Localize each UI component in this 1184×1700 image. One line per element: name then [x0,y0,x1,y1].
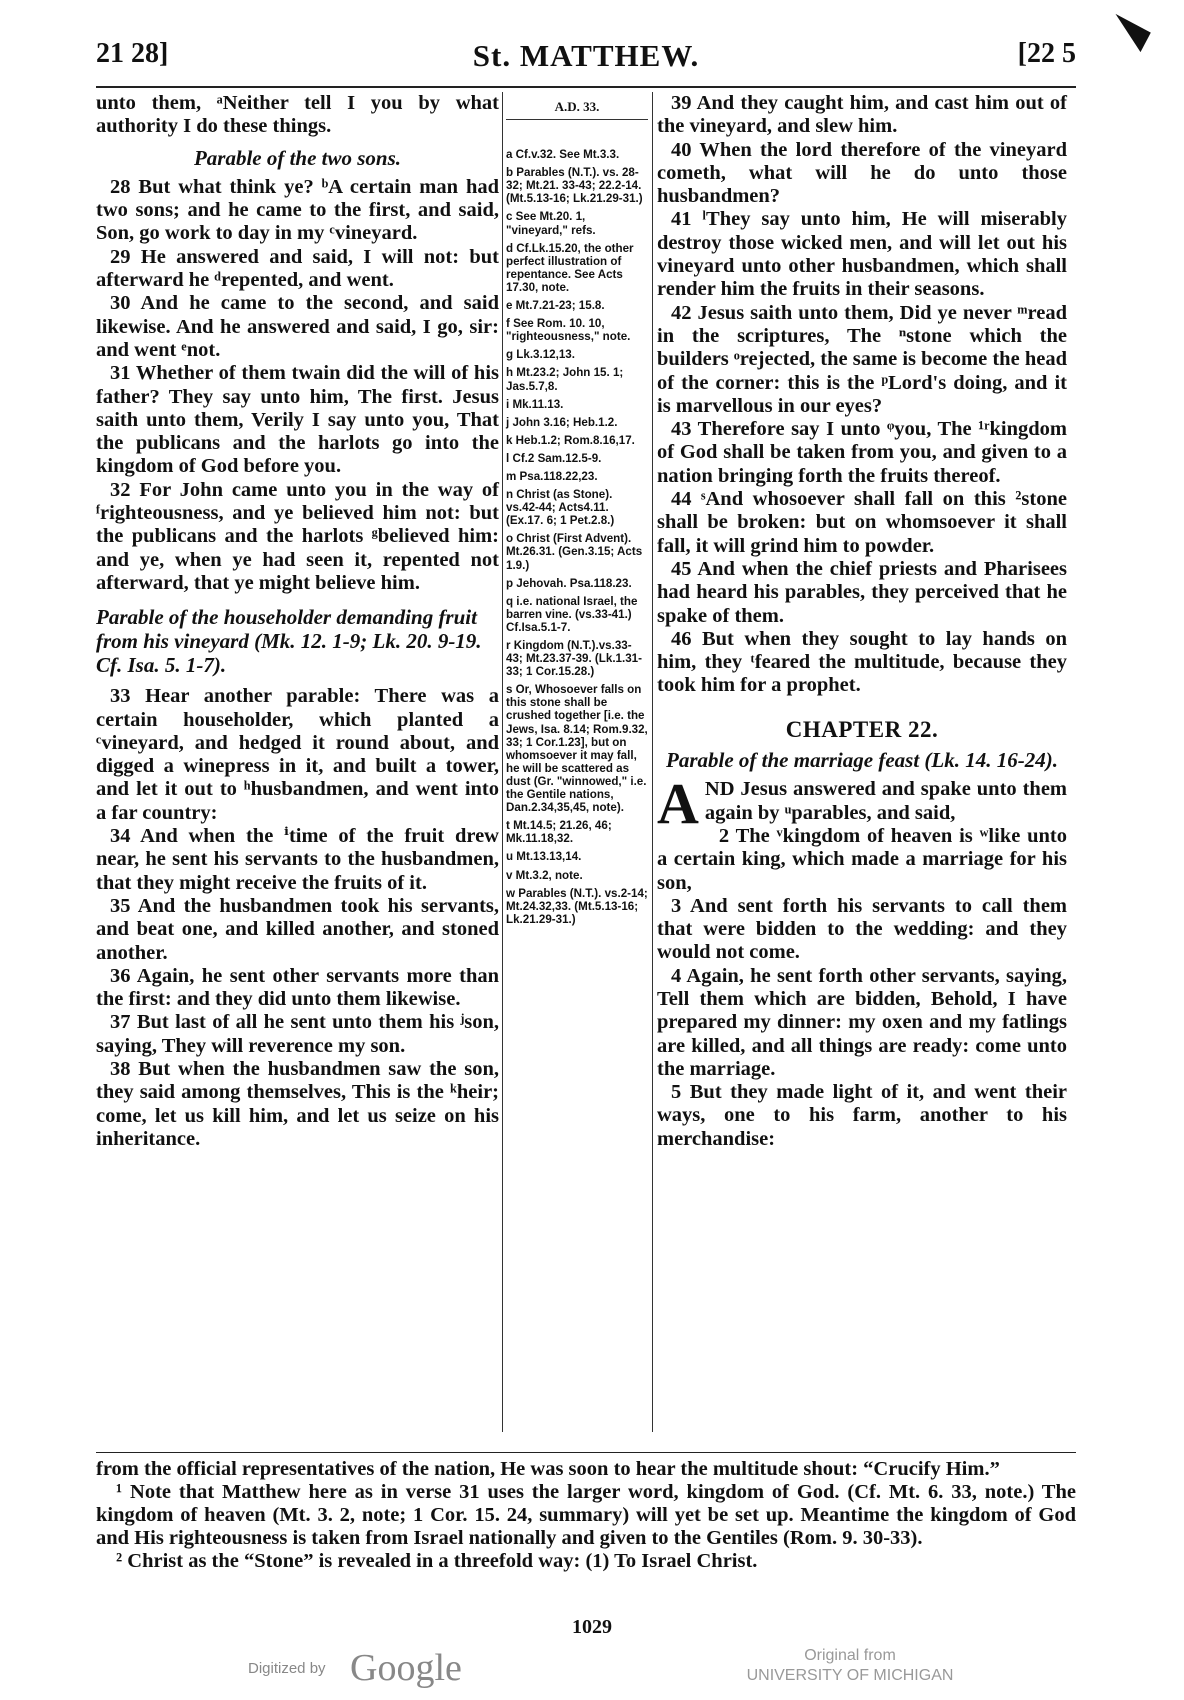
section-heading: Parable of the two sons. [193,145,402,170]
verse-36: 36 Again, he sent other servants more than the first: and they did unto them likewise. [96,964,499,1011]
margin-reference: g Lk.3.12,13. [506,348,575,362]
verse-5: 5 But they made light of it, and went their ways, one to his farm, another to his merchandise: [657,1081,1067,1150]
verse-2: 2 The ᵛkingdom of heaven is ʷlike unto a certain king, which made a marriage for his son, [657,824,1067,894]
page-number: 1029 [572,1616,612,1638]
margin-reference: a Cf.v.32. See Mt.3.3. [506,148,620,162]
verse-44: 44 ˢAnd whosoever shall fall on this ²stone shall be broken: but on whomsoever it shall fall, it will grind him to powder. [657,488,1067,557]
margin-reference: q i.e. national Israel, the barren vine. (vs.33-41.) Cf.Isa.5.1-7. [506,594,638,634]
margin-reference: k Heb.1.2; Rom.8.16,17. [506,433,635,447]
digitized-label: Digitized by [248,1660,326,1677]
verse-43: 43 Therefore say I unto ᵠyou, The ¹ʳkingdom of God shall be taken from you, and given to a nation bringing forth the fruits thereof. [657,418,1067,487]
margin-reference: p Jehovah. Psa.118.23. [506,576,632,590]
header-rule [96,86,1076,88]
page-corner-mark [1105,14,1151,52]
footnote-rule [96,1452,1076,1453]
drop-cap: A [657,771,699,837]
margin-date: A.D. 33. [506,100,648,120]
verse-34: 34 And when the ⁱtime of the fruit drew near, he sent his servants to the husbandmen, that they might receive the fruits of it. [96,825,499,894]
verse-42: 42 Jesus saith unto them, Did ye never ᵐread in the scriptures, The ⁿstone which the builders ᵒrejected, the same is become the head of the corner: this is the ᵖLord's doing, and it is marvellous in our eyes? [657,301,1067,417]
verse-30: 30 And he came to the second, and said likewise. And he answered and said, I go, sir: and went ᵉnot. [96,292,499,361]
margin-references [506,100,648,931]
footnote-1: ¹ Note that Matthew here as in verse 31 uses the larger word, kingdom of God. (Cf. Mt. 6. 33, note.) The kingdom of heaven (Mt. 3. 2, note; 1 Cor. 15. 24, summary) will yet be set up. Meantime the kingdom of God and His righteousness is taken from Israel nationally and given to the Gentiles (Rom. 9. 30-33). [96,1481,1076,1549]
verse-33: 33 Hear another parable: There was a certain householder, which planted a ᶜvineyard, and hedged it round about, and digged a winepress in it, and built a tower, and let it out to ʰhusbandmen, and went into a far country: [96,685,499,824]
margin-reference: v Mt.3.2, note. [506,868,583,882]
verse-39: 39 And they caught him, and cast him out of the vineyard, and slew him. [657,92,1067,138]
verse-text: unto them, ᵃNeither tell I you by what authority I do these things. [96,92,499,138]
margin-reference: u Mt.13.13,14. [506,850,582,864]
column-divider [652,92,653,1432]
footnotes [96,1458,1076,1573]
section-heading: Parable of the householder demanding fruit from his vineyard (Mk. 12. 1-9; Lk. 20. 9-19. Cf. Isa. 5. 1-7). [96,605,482,678]
verse-3: 3 And sent forth his servants to call them that were bidden to the wedding: and they would not come. [657,894,1067,964]
running-header [96,38,1076,84]
source-credit-line1: Original from [804,1647,896,1664]
source-credit [720,1646,980,1686]
verse-38: 38 But when the husbandmen saw the son, they said among themselves, This is the ᵏheir; come, let us kill him, and let us seize on his inheritance. [96,1057,499,1150]
margin-reference: e Mt.7.21-23; 15.8. [506,299,605,313]
margin-reference: s Or, Whosoever falls on this stone shall be crushed together [i.e. the Jews, Isa. 8.14; Rom.9.32, 33; 1 Cor.1.23], but on whomsoever it may fall, he will be scattered as dust (Gr. "winnowed," i.e. the Gentile nations, Dan.2.34,35,45, note). [506,683,648,815]
right-text-column [657,92,1067,1151]
footnote-continuation: from the official representatives of the nation, He was soon to hear the multitude shout: “Crucify Him.” [96,1458,1000,1480]
footnote-2: ² Christ as the “Stone” is revealed in a threefold way: (1) To Israel Christ. [116,1550,758,1572]
verse-1-text: ND Jesus answered and spake unto them again by ᵘparables, and said, [704,778,1067,824]
verse-1 [657,771,1067,837]
verse-4: 4 Again, he sent forth other servants, saying, Tell them which are bidden, Behold, I have prepared my dinner: my oxen and my fatlings are killed, and all things are ready: come unto the marriage. [657,964,1067,1080]
margin-reference: o Christ (First Advent). Mt.26.31. (Gen.3.15; Acts 1.9.) [506,532,643,572]
margin-reference: w Parables (N.T.). vs.2-14; Mt.24.32,33. (Mt.5.13-16; Lk.21.29-31.) [506,886,648,926]
verse-40: 40 When the lord therefore of the vineyard cometh, what will he do unto those husbandmen? [657,138,1067,208]
margin-reference: r Kingdom (N.T.).vs.33-43; Mt.23.37-39. (Lk.1.31-33; 1 Cor.15.28.) [506,639,642,679]
margin-reference: d Cf.Lk.15.20, the other perfect illustration of repentance. See Acts 17.30, note. [506,241,634,294]
verse-45: 45 And when the chief priests and Pharisees had heard his parables, they perceived that he spake of them. [657,557,1067,627]
margin-reference: f See Rom. 10. 10, "righteousness," note. [506,317,631,344]
header-chapter-verse-start: 21 28] [96,38,169,69]
header-book-title: St. MATTHEW. [472,38,700,73]
margin-reference: j John 3.16; Heb.1.2. [506,415,618,429]
verse-37: 37 But last of all he sent unto them his ʲson, saying, They will reverence my son. [96,1011,499,1057]
margin-reference: c See Mt.20. 1, "vineyard," refs. [506,210,596,237]
margin-reference: t Mt.14.5; 21.26, 46; Mk.11.18,32. [506,819,612,846]
margin-reference: i Mk.11.13. [506,397,564,411]
verse-29: 29 He answered and said, I will not: but afterward he ᵈrepented, and went. [96,245,499,292]
margin-reference: l Cf.2 Sam.12.5-9. [506,451,602,465]
google-logo: Google [350,1647,462,1689]
margin-reference: h Mt.23.2; John 15. 1; Jas.5.7,8. [506,366,624,393]
chapter-title: CHAPTER 22. [785,716,939,742]
margin-reference: b Parables (N.T.). vs. 28-32; Mt.21. 33-43; 22.2-14. (Mt.5.13-16; Lk.21.29-31.) [506,166,643,206]
section-heading: Parable of the marriage feast (Lk. 14. 16-24). [666,748,1058,773]
left-text-column [96,92,499,1151]
verse-32: 32 For John came unto you in the way of ᶠrighteousness, and ye believed him not: but the publicans and the harlots ᵍbelieved him: and ye, when ye had seen it, repented not afterward, that ye might believe him. [96,478,499,594]
source-credit-line2: UNIVERSITY OF MICHIGAN [746,1667,954,1684]
verse-35: 35 And the husbandmen took his servants, and beat one, and killed another, and stoned another. [96,894,499,964]
verse-31: 31 Whether of them twain did the will of his father? They say unto him, The first. Jesus saith unto them, Verily I say unto you, That the publicans and the harlots go into the kingdom of God before you. [96,362,499,478]
column-divider [502,92,503,1432]
margin-reference: n Christ (as Stone). vs.42-44; Acts4.11. (Ex.17. 6; 1 Pet.2.8.) [506,488,615,528]
margin-reference: m Psa.118.22,23. [506,469,598,483]
verse-28: 28 But what think ye? ᵇA certain man had two sons; and he came to the first, and said, Son, go work to day in my ᶜvineyard. [96,175,499,245]
header-chapter-verse-end: [22 5 [1017,38,1076,69]
verse-41: 41 ˡThey say unto him, He will miserably destroy those wicked men, and will let out his vineyard unto other husbandmen, which shall render him the fruits in their seasons. [657,208,1067,301]
verse-46: 46 But when they sought to lay hands on him, they ᵗfeared the multitude, because they took him for a prophet. [657,627,1067,697]
